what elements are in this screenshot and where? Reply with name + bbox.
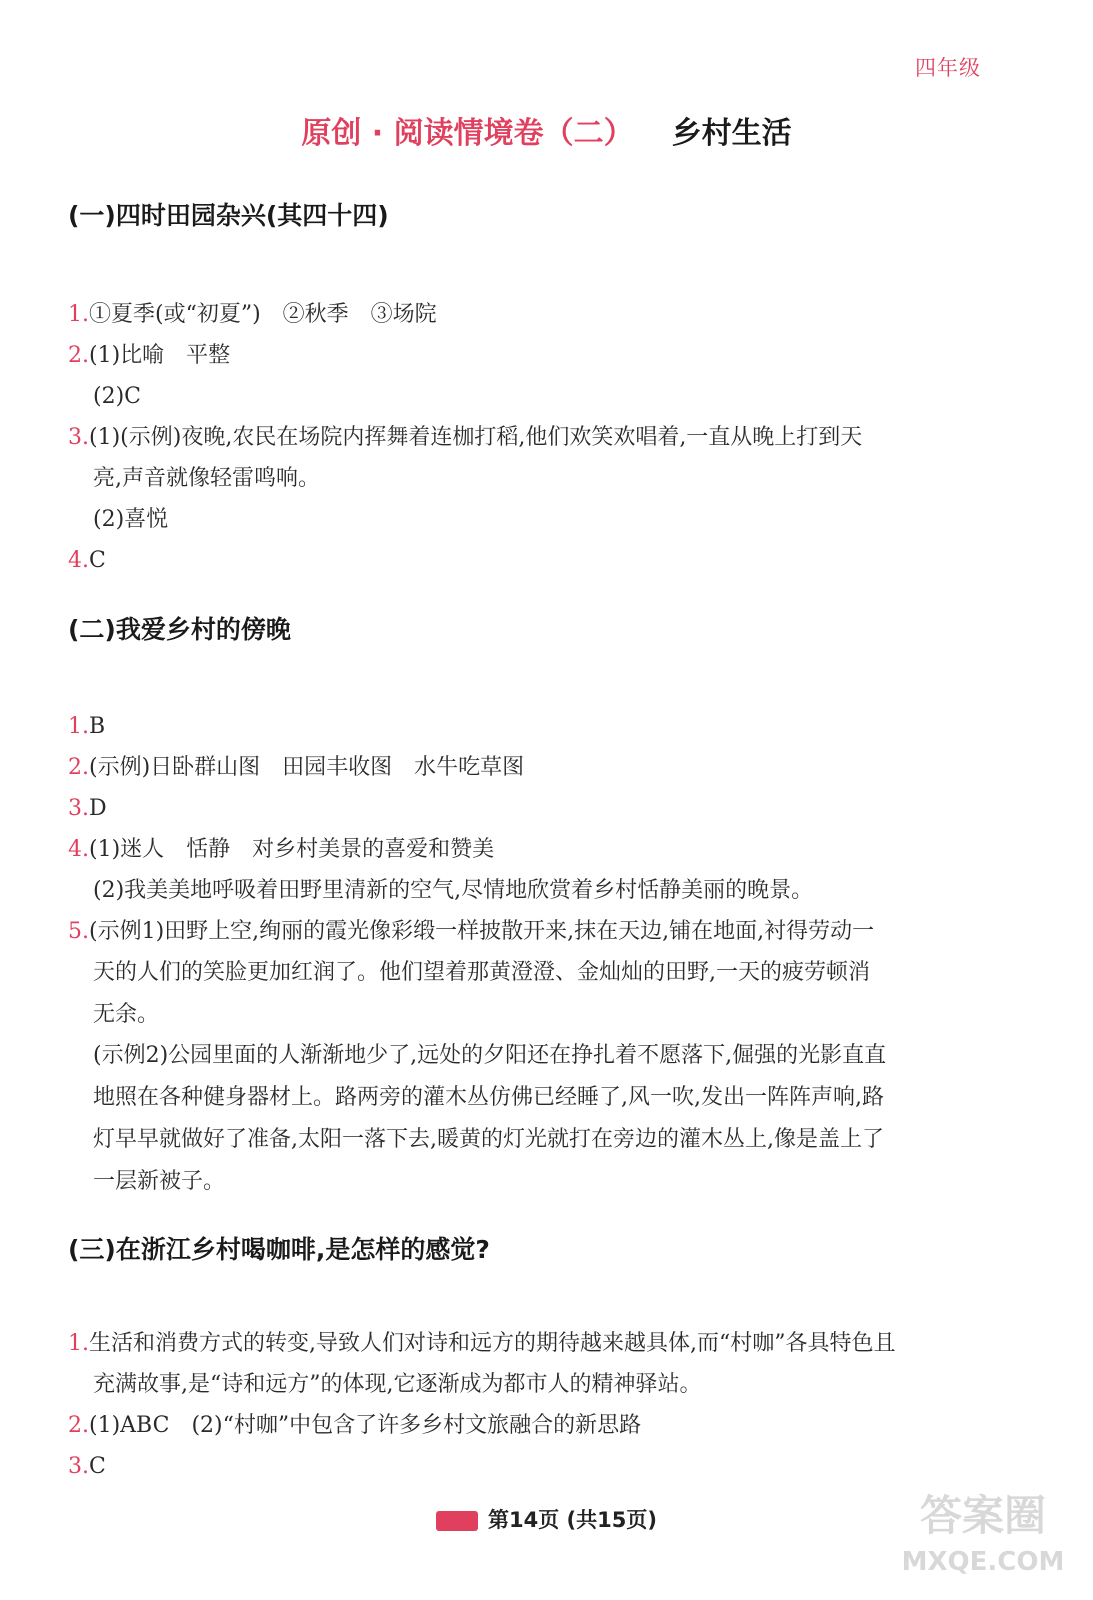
footer-badge — [436, 1511, 478, 1531]
answer-line: 一层新被子。 — [93, 1169, 226, 1194]
title-series: 原创 · 阅读情境卷（二） — [301, 116, 634, 151]
answer-line: 3.(1)(示例)夜晚,农民在场院内挥舞着连枷打稻,他们欢笑欢唱着,一直从晚上打到天 — [68, 425, 863, 450]
answer-line: 地照在各种健身器材上。路两旁的灌木丛仿佛已经睡了,风一吹,发出一阵阵声响,路 — [93, 1085, 884, 1110]
answer-line: 2.(示例)日卧群山图 田园丰收图 水牛吃草图 — [68, 755, 525, 780]
answer-line: 2.(1)ABC (2)“村咖”中包含了许多乡村文旅融合的新思路 — [68, 1413, 642, 1438]
section-heading-3: (三)在浙江乡村喝咖啡,是怎样的感觉? — [68, 1235, 490, 1264]
answer-line: 3.C — [68, 1454, 106, 1479]
answer-line: 天的人们的笑脸更加红润了。他们望着那黄澄澄、金灿灿的田野,一天的疲劳顿消 — [93, 960, 870, 985]
section-heading-2: (二)我爱乡村的傍晚 — [68, 615, 291, 644]
title-topic: 乡村生活 — [671, 116, 792, 151]
section-heading-1: (一)四时田园杂兴(其四十四) — [68, 201, 389, 230]
answer-line: (2)我美美地呼吸着田野里清新的空气,尽情地欣赏着乡村恬静美丽的晚景。 — [93, 878, 814, 903]
watermark-url: MXQE.COM — [901, 1547, 1065, 1577]
answer-line: 3.D — [68, 796, 107, 821]
answer-line: 无余。 — [93, 1002, 160, 1027]
answer-line: (2)喜悦 — [93, 507, 169, 532]
answer-line: 4.C — [68, 548, 106, 573]
answer-line: (示例2)公园里面的人渐渐地少了,远处的夕阳还在挣扎着不愿落下,倔强的光影直直 — [93, 1043, 887, 1068]
answer-line: 1.①夏季(或“初夏”) ②秋季 ③场院 — [68, 302, 437, 327]
watermark-text: 答案圈 — [919, 1491, 1047, 1540]
grade-label: 四年级 — [915, 56, 981, 80]
page-title — [0, 108, 1093, 152]
answer-line: (2)C — [93, 384, 141, 409]
answer-line: 充满故事,是“诗和远方”的体现,它逐渐成为都市人的精神驿站。 — [93, 1372, 702, 1397]
answer-line: 5.(示例1)田野上空,绚丽的霞光像彩缎一样披散开来,抹在天边,铺在地面,衬得劳动一 — [68, 919, 875, 944]
answer-line: 1.生活和消费方式的转变,导致人们对诗和远方的期待越来越具体,而“村咖”各具特色且 — [68, 1331, 896, 1356]
answer-line: 2.(1)比喻 平整 — [68, 343, 231, 368]
page-number: 第14页 (共15页) — [488, 1508, 657, 1532]
answer-line: 4.(1)迷人 恬静 对乡村美景的喜爱和赞美 — [68, 837, 495, 862]
answer-line: 亮,声音就像轻雷鸣响。 — [93, 466, 320, 491]
answer-line: 灯早早就做好了准备,太阳一落下去,暖黄的灯光就打在旁边的灌木丛上,像是盖上了 — [93, 1127, 884, 1152]
watermark-logo — [898, 1478, 1068, 1588]
answer-line: 1.B — [68, 714, 106, 739]
